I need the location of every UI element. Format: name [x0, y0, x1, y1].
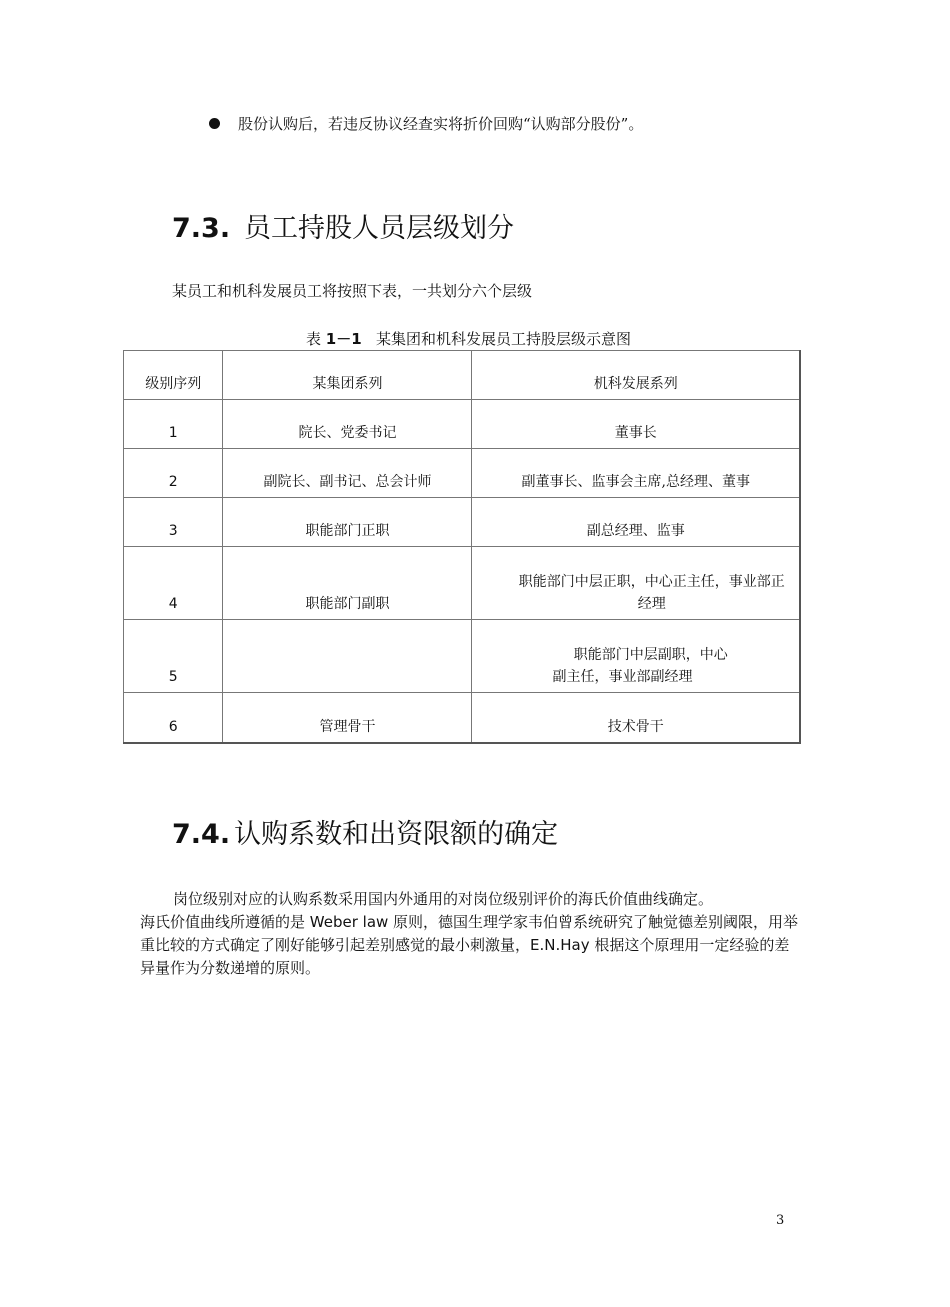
page-number: 3	[776, 1213, 785, 1228]
paragraph-line: 岗位级别对应的认购系数采用国内外通用的对岗位级别评价的海氏价值曲线确定。	[173, 890, 714, 908]
level-cell: 1	[124, 400, 223, 449]
bullet-dot	[209, 118, 220, 129]
caption-title: 某集团和机科发展员工持股层级示意图	[375, 330, 631, 348]
text-run-latin: E.N.Hay	[530, 936, 590, 954]
level-cell: 5	[124, 620, 223, 693]
dev-cell: 董事长	[472, 400, 800, 449]
section-title: 认购系数和出资限额的确定	[234, 819, 559, 850]
intro-text: 某员工和机科发展员工将按照下表，一共划分六个层级	[172, 282, 533, 300]
table-row	[124, 400, 801, 449]
table-caption	[306, 328, 631, 350]
level-cell: 4	[124, 547, 223, 620]
paragraph-line	[140, 911, 800, 980]
group-cell: 院长、党委书记	[223, 400, 472, 449]
caption-number: 1－1	[325, 330, 362, 348]
group-cell: 管理骨干	[223, 693, 472, 743]
table-row	[124, 547, 801, 620]
group-cell: 职能部门正职	[223, 498, 472, 547]
dev-cell: 副董事长、监事会主席,总经理、董事	[472, 449, 800, 498]
section-heading-7-3	[172, 211, 514, 247]
section-number: 7.3.	[172, 213, 231, 244]
group-cell: 职能部门副职	[223, 547, 472, 620]
dev-cell: 职能部门中层正职，中心正主任，事业部正经理	[472, 547, 800, 620]
group-cell	[223, 620, 472, 693]
level-cell: 2	[124, 449, 223, 498]
header-level: 级别序列	[124, 351, 223, 400]
dev-cell-line2: 副主任，事业部副经理	[552, 669, 693, 686]
bullet-text: 股份认购后，若违反协议经查实将折价回购“认购部分股份”。	[238, 115, 644, 133]
text-run-latin: Weber law	[309, 913, 389, 931]
section-number: 7.4.	[172, 819, 231, 850]
level-table	[123, 350, 801, 744]
table-header-row	[124, 351, 801, 400]
table-row	[124, 693, 801, 743]
section-title: 员工持股人员层级划分	[244, 213, 514, 244]
dev-cell	[472, 620, 800, 693]
dev-cell: 副总经理、监事	[472, 498, 800, 547]
text-run: 原则，德国生理学家韦伯曾系统研究了触觉德差别阈限，用举重比较的方式确定了刚好能够引起差别感觉的最小刺激量，	[140, 913, 799, 954]
text-run: 海氏价值曲线所遵循的是	[140, 913, 310, 931]
section-heading-7-4	[172, 817, 558, 853]
level-cell: 6	[124, 693, 223, 743]
dev-cell-line1: 职能部门中层副职，中心	[573, 647, 728, 664]
caption-prefix: 表	[306, 330, 322, 348]
group-cell: 副院长、副书记、总会计师	[223, 449, 472, 498]
text-run: 根据这个原理用一定经验的差异量作为分数递增的原则。	[140, 936, 790, 977]
table-row	[124, 620, 801, 693]
header-dev: 机科发展系列	[472, 351, 800, 400]
table-row	[124, 449, 801, 498]
table-row	[124, 498, 801, 547]
level-cell: 3	[124, 498, 223, 547]
body-paragraph	[140, 888, 800, 980]
dev-cell: 技术骨干	[472, 693, 800, 743]
header-group: 某集团系列	[223, 351, 472, 400]
